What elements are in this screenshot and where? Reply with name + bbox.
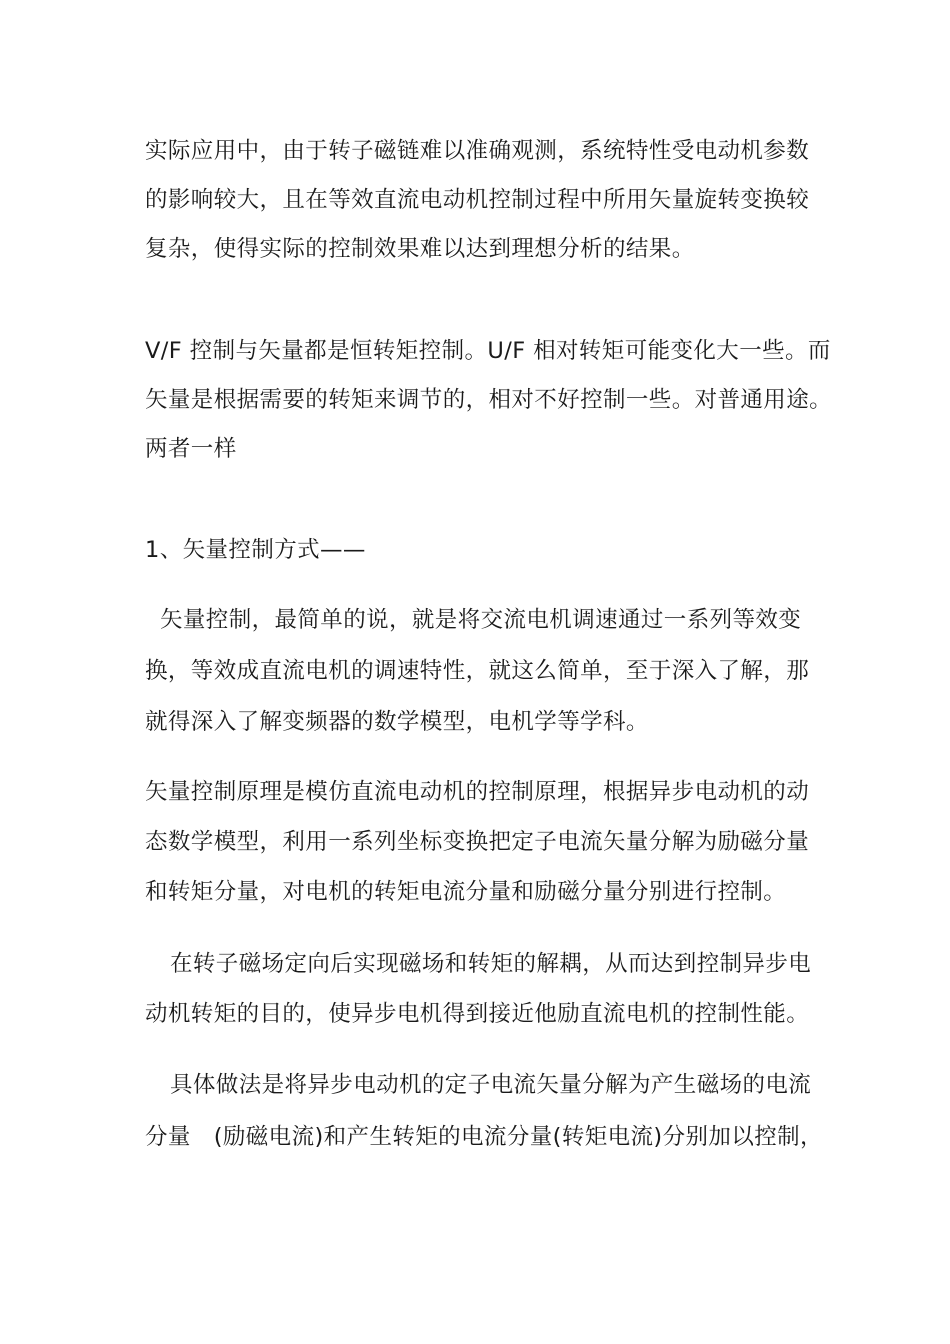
paragraph-2-line-2: 矢量是根据需要的转矩来调节的，相对不好控制一些。对普通用途。	[145, 387, 833, 413]
paragraph-5-line-1: 在转子磁场定向后实现磁场和转矩的解耦，从而达到控制异步电	[170, 951, 812, 977]
paragraph-3-line-3: 就得深入了解变频器的数学模型，电机学等学科。	[145, 709, 649, 735]
paragraph-1-line-3: 复杂，使得实际的控制效果难以达到理想分析的结果。	[145, 236, 695, 262]
paragraph-3-line-2: 换，等效成直流电机的调速特性，就这么简单，至于深入了解，那	[145, 658, 810, 684]
paragraph-5-line-2: 动机转矩的目的，使异步电机得到接近他励直流电机的控制性能。	[145, 1001, 810, 1027]
paragraph-2-line-3: 两者一样	[145, 436, 237, 462]
paragraph-1-line-1: 实际应用中，由于转子磁链难以准确观测，系统特性受电动机参数	[145, 138, 810, 164]
paragraph-4-line-2: 态数学模型，利用一系列坐标变换把定子电流矢量分解为励磁分量	[145, 829, 810, 855]
paragraph-6-line-1: 具体做法是将异步电动机的定子电流矢量分解为产生磁场的电流	[170, 1072, 812, 1098]
section-heading: 1、矢量控制方式——	[145, 537, 366, 563]
paragraph-6-line-2: 分量 (励磁电流)和产生转矩的电流分量(转矩电流)分别加以控制，	[145, 1124, 823, 1150]
paragraph-3-line-1: 矢量控制，最简单的说，就是将交流电机调速通过一系列等效变	[160, 607, 802, 633]
paragraph-4-line-3: 和转矩分量，对电机的转矩电流分量和励磁分量分别进行控制。	[145, 879, 787, 905]
paragraph-1-line-2: 的影响较大，且在等效直流电动机控制过程中所用矢量旋转变换较	[145, 187, 810, 213]
paragraph-2-line-1: V/F 控制与矢量都是恒转矩控制。U/F 相对转矩可能变化大一些。而	[145, 338, 831, 364]
paragraph-4-line-1: 矢量控制原理是模仿直流电动机的控制原理，根据异步电动机的动	[145, 779, 810, 805]
